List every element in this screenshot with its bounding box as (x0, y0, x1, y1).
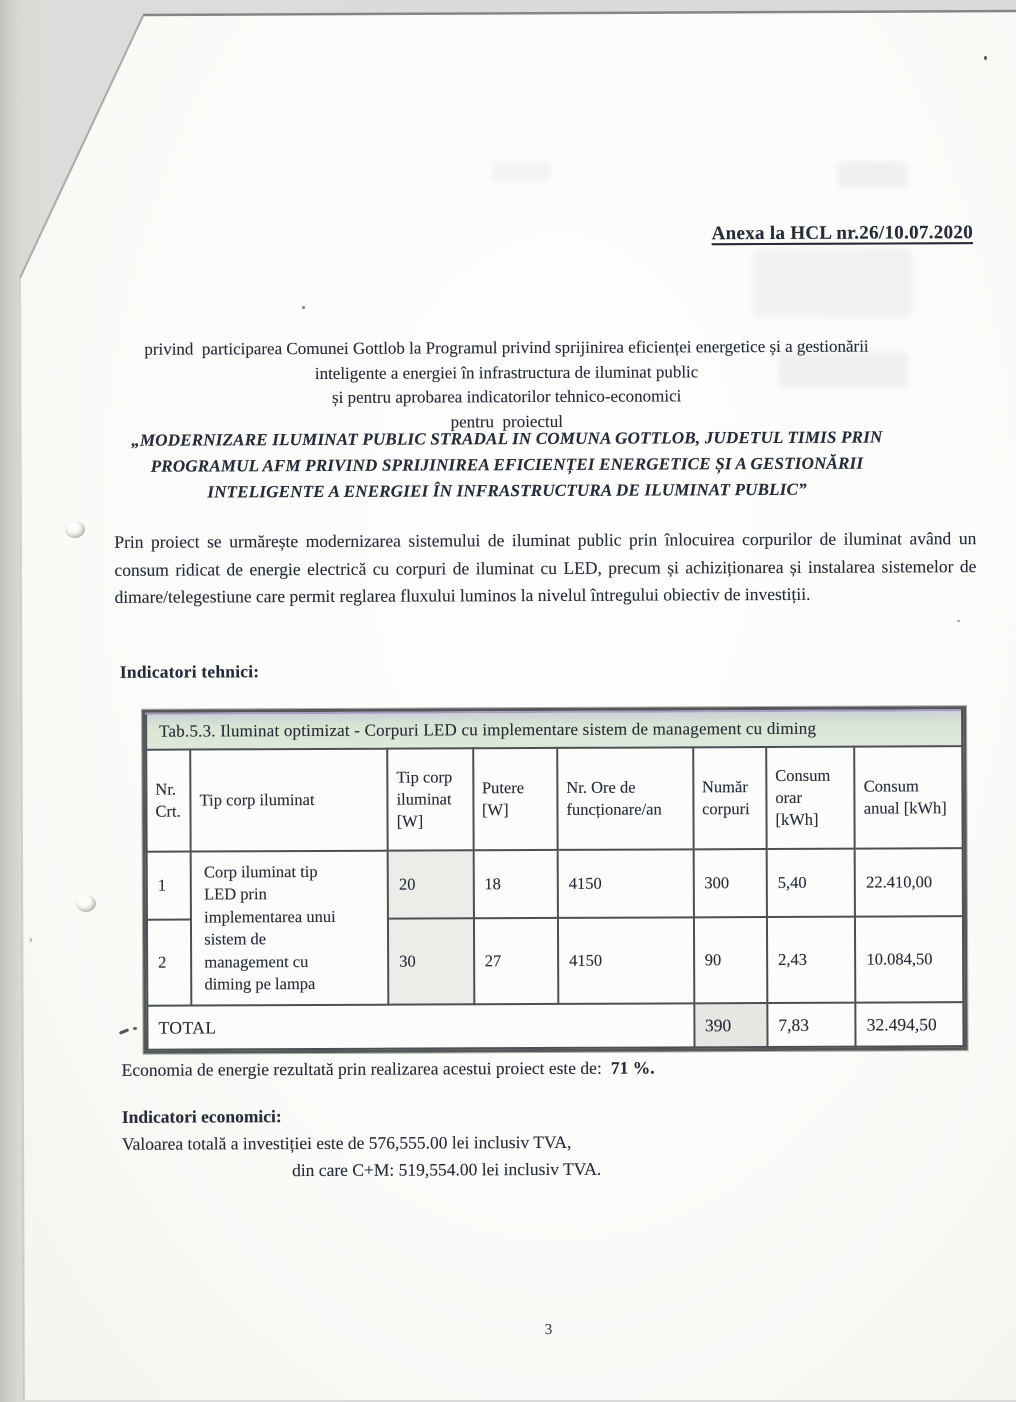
total-consum-orar: 7,83 (767, 1003, 856, 1047)
decision-subject-block (56, 334, 956, 436)
table-title: Tab.5.3. Iluminat optimizat - Corpuri LED cu implementare sistem de management cu diming (146, 710, 962, 750)
total-consum-anual: 32.494,50 (856, 1002, 964, 1046)
energy-saving-text: Economia de energie rezultată prin realizarea acestui proiect este de: (121, 1057, 602, 1080)
cell-consum-anual: 22.410,00 (855, 848, 963, 916)
col-header-nr-crt: Nr. Crt. (146, 750, 191, 852)
total-numar-corpuri: 390 (694, 1003, 768, 1047)
intro-line: inteligente a energiei în infrastructura de iluminat public (314, 361, 699, 383)
cell-consum-orar: 2,43 (767, 917, 856, 1003)
energy-saving-value: 71 %. (610, 1057, 655, 1078)
cell-tip-corp-w: 30 (388, 918, 474, 1004)
project-title-line: INTELIGENTE A ENERGIEI ÎN INFRASTRUCTURA DE ILUMINAT PUBLIC” (207, 479, 807, 502)
investment-total-line: Valoarea totală a investiției este de 576,555.00 lei inclusiv TVA, (121, 1131, 572, 1154)
col-header-numar-corpuri: Număr corpuri (693, 747, 767, 849)
table-row (147, 848, 963, 920)
project-title-line: PROGRAMUL AFM PRIVIND SPRIJINIREA EFICIENȚEI ENERGETICE ȘI A GESTIONĂRII (150, 453, 864, 476)
cell-tip-corp-w: 20 (388, 850, 474, 918)
col-header-consum-orar: Consum orar [kWh] (766, 747, 855, 849)
cell-ore: 4150 (558, 849, 694, 918)
cell-numar-corpuri: 90 (694, 917, 768, 1003)
intro-line: privind participarea Comunei Gottlob la Programul privind sprijinirea eficienței energetice și a gestionării (144, 336, 869, 359)
col-header-ore: Nr. Ore de funcționare/an (557, 747, 693, 850)
cell-fixture-description: Corp iluminat tip LED prin implementarea unui sistem de management cu diming pe lampa (191, 851, 389, 1006)
cell-nr-crt: 1 (147, 852, 191, 920)
project-description-paragraph: Prin proiect se urmărește modernizarea sistemului de iluminat public prin înlocuirea corpurilor de iluminat având un consum ridicat de energie electrică cu corpuri de iluminat cu LED, precum și achiziționarea și instalarea sistemelor de dimare/telegestiune care permit reglarea fluxului luminos la nivelul întregului obiectiv de investiții. (114, 528, 977, 608)
col-header-consum-anual: Consum anual [kWh] (855, 746, 963, 848)
cell-consum-orar: 5,40 (767, 849, 856, 917)
total-label: TOTAL (147, 1003, 694, 1049)
economic-indicators-heading: Indicatori economici: (121, 1106, 282, 1127)
technical-indicators-table (142, 706, 967, 1054)
cell-nr-crt: 2 (147, 920, 192, 1006)
page-number: 3 (544, 1321, 553, 1338)
table-header-row (146, 746, 962, 852)
intro-line: și pentru aprobarea indicatorilor tehnico-economici (331, 386, 682, 407)
cell-consum-anual: 10.084,50 (855, 916, 963, 1002)
cell-putere: 27 (473, 918, 558, 1004)
cm-value-line: din care C+M: 519,554.00 lei inclusiv TVA. (292, 1158, 602, 1181)
project-title-line: „MODERNIZARE ILUMINAT PUBLIC STRADAL IN COMUNA GOTTLOB, JUDETUL TIMIS PRIN (131, 427, 883, 450)
col-header-putere: Putere [W] (473, 748, 558, 850)
project-title (37, 424, 977, 506)
margin-smudge: , (29, 928, 33, 944)
table-total-row (147, 1002, 963, 1050)
intro-line: pentru proiectul (450, 411, 563, 431)
annex-reference: Anexa la HCL nr.26/10.07.2020 (711, 222, 974, 245)
cell-numar-corpuri: 300 (693, 849, 767, 917)
energy-saving-statement (122, 1058, 655, 1081)
cell-putere: 18 (473, 850, 558, 918)
table-title-row (146, 710, 962, 750)
cell-ore: 4150 (558, 917, 694, 1004)
technical-indicators-heading: Indicatori tehnici: (119, 661, 260, 682)
col-header-tip-corp-w: Tip corp iluminat [W] (387, 748, 473, 850)
col-header-tip-corp: Tip corp iluminat (190, 749, 387, 852)
